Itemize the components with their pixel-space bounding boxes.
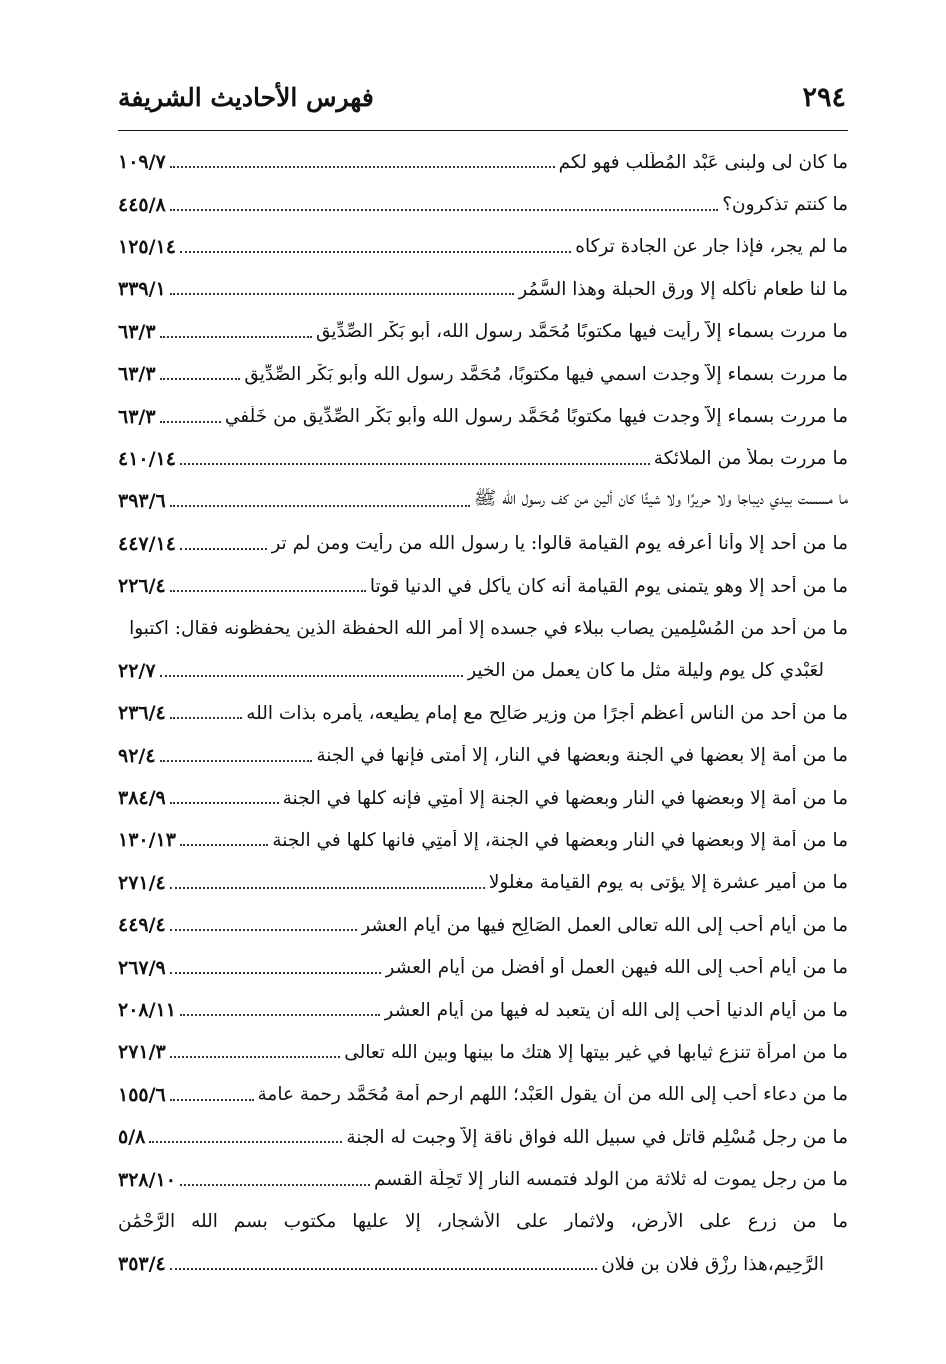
dot-leader bbox=[170, 887, 485, 889]
dot-leader bbox=[180, 844, 268, 846]
index-entry bbox=[118, 438, 848, 480]
dot-leader bbox=[170, 209, 718, 211]
dot-leader bbox=[160, 760, 313, 762]
entry-text: ما لم يجر، فإذا جار عن الجادة تركاه bbox=[575, 236, 848, 258]
dot-leader bbox=[170, 929, 357, 931]
entry-text: ما من رجل يموت له ثلاثة من الولد فتمسه النار إلا تَحِلَّة القسم bbox=[373, 1169, 848, 1191]
entry-reference: ٢٢/٧ bbox=[118, 659, 156, 682]
entry-reference: ٢٠٨/١١ bbox=[118, 999, 176, 1021]
dot-leader bbox=[160, 421, 221, 423]
index-entry bbox=[118, 946, 848, 988]
index-entry bbox=[118, 692, 848, 734]
dot-leader bbox=[170, 717, 242, 719]
entry-text: ما من زرع على الأرض، ولاثمار على الأشجار، إلا عليها مكتوب بسم الله الرَّحْمَٰن bbox=[118, 1211, 848, 1233]
index-entry bbox=[118, 565, 848, 607]
entry-text: ما من امرأة تنزع ثيابها في غير بيتها إلا هتك ما بينها وبين الله تعالى bbox=[344, 1041, 848, 1063]
dot-leader bbox=[160, 336, 312, 338]
entry-reference: ٢٦٧/٩ bbox=[118, 956, 166, 979]
dot-leader bbox=[180, 463, 650, 465]
index-entry bbox=[118, 734, 848, 776]
entry-reference: ٤٤٥/٨ bbox=[118, 193, 166, 216]
dot-leader bbox=[170, 505, 470, 507]
dot-leader bbox=[170, 166, 555, 168]
entry-text: الرَّحِيم،هذا رِزْق فلان بن فلان bbox=[601, 1253, 824, 1275]
entry-text: ما مسست بيدي ديباجا ولا حريرًا ولا شيئًا كان ألين من كف رسول الله ﷺ bbox=[473, 488, 848, 510]
dot-leader bbox=[170, 293, 514, 295]
index-entry bbox=[118, 226, 848, 268]
page-number: ٢٩٤ bbox=[802, 81, 846, 113]
index-entry bbox=[118, 141, 848, 183]
entry-reference: ١٥٥/٦ bbox=[118, 1083, 166, 1106]
entry-text: ما مررت بسماء إلاّ وجدت اسمي فيها مكتوبًا، مُحَمَّد رسول الله وأبو بَكْر الصِّدِّيق bbox=[244, 363, 848, 385]
entry-text: ما من رجل مُسْلِم قاتل في سبيل الله فواق ناقة إلاّ وجبت له الجنة bbox=[346, 1126, 848, 1148]
index-entry bbox=[118, 777, 848, 819]
page-header bbox=[118, 70, 846, 124]
entry-text: ما كنتم تذكرون؟ bbox=[722, 194, 848, 216]
entry-reference: ٣٨٤/٩ bbox=[118, 787, 166, 810]
entry-reference: ٢٧١/٣ bbox=[118, 1041, 166, 1064]
entry-text: ما مررت بملأ من الملائكة bbox=[653, 448, 848, 470]
dot-leader bbox=[170, 802, 279, 804]
dot-leader bbox=[160, 675, 464, 677]
index-entry bbox=[118, 607, 848, 649]
index-entry bbox=[118, 819, 848, 861]
entry-reference: ٥/٨ bbox=[118, 1126, 146, 1149]
entry-text: ما من أمير عشرة إلا يؤتى به يوم القيامة مغلولا bbox=[488, 872, 848, 894]
dot-leader bbox=[170, 1268, 597, 1270]
entry-text: ما من أحد من المُسْلِمين يصاب ببلاء في جسده إلا أمر الله الحفظة الذين يحفظونه فقال: اكتبوا bbox=[129, 617, 848, 639]
dot-leader bbox=[180, 1184, 370, 1186]
index-entry bbox=[118, 523, 848, 565]
entry-reference: ١٠٩/٧ bbox=[118, 151, 166, 174]
entry-reference: ٣٣٩/١ bbox=[118, 278, 166, 301]
entry-text: ما كان لى ولبنى عَبْد المُطَّلب فهو لكم bbox=[558, 151, 848, 173]
entry-reference: ٤٤٩/٤ bbox=[118, 914, 166, 937]
entry-text: لعَبْدي كل يوم وليلة مثل ما كان يعمل من الخير bbox=[467, 660, 824, 682]
entry-reference: ٦٣/٣ bbox=[118, 320, 156, 343]
dot-leader bbox=[180, 251, 571, 253]
index-entry bbox=[118, 311, 848, 353]
entry-text: ما من أمة إلا بعضها في الجنة وبعضها في النار، إلا أمتى فإنها في الجنة bbox=[316, 745, 848, 767]
dot-leader bbox=[160, 378, 241, 380]
entry-text: ما من أمة إلا وبعضها في النار وبعضها في الجنة إلا أمتِي فإنه كلها في الجنة bbox=[282, 787, 848, 809]
entry-reference: ٣٥٣/٤ bbox=[118, 1253, 166, 1276]
entry-text: ما من أيام الدنيا أحب إلى الله أن يتعبد له فيها من أيام العشر bbox=[384, 999, 848, 1021]
index-entry bbox=[118, 353, 848, 395]
dot-leader bbox=[180, 548, 267, 550]
dot-leader bbox=[170, 1056, 340, 1058]
dot-leader bbox=[149, 1141, 342, 1143]
hadith-index-list bbox=[118, 141, 848, 1286]
entry-text: ما لنا طعام نأكله إلا ورق الحبلة وهذا السَّمُر bbox=[518, 278, 848, 300]
entry-reference: ١٣٠/١٣ bbox=[118, 829, 176, 852]
index-entry bbox=[118, 904, 848, 946]
entry-text: ما مررت بسماء إلاّ وجدت فيها مكتوبًا مُحَمَّد رسول الله وأبو بَكْر الصِّدِّيق من خَلْفي bbox=[224, 406, 848, 428]
entry-reference: ١٢٥/١٤ bbox=[118, 235, 176, 258]
index-entry bbox=[118, 268, 848, 310]
index-entry bbox=[118, 480, 848, 522]
entry-text: ما من أحد من الناس أعظم أجرًا من وزير صَالِح مع إمام يطيعه، يأمره بذات الله bbox=[246, 702, 848, 724]
header-rule bbox=[118, 130, 848, 131]
page-title: فهرس الأحاديث الشريفة bbox=[118, 82, 374, 112]
dot-leader bbox=[170, 972, 382, 974]
index-entry bbox=[118, 989, 848, 1031]
index-entry bbox=[118, 1158, 848, 1200]
entry-reference: ٦٣/٣ bbox=[118, 405, 156, 428]
entry-text: ما من أحد إلا وهو يتمنى يوم القيامة أنه كان يأكل في الدنيا قوتا bbox=[369, 575, 848, 597]
dot-leader bbox=[180, 1014, 380, 1016]
entry-reference: ٣٩٣/٦ bbox=[118, 490, 166, 513]
index-entry bbox=[118, 1031, 848, 1073]
dot-leader bbox=[170, 590, 366, 592]
index-entry bbox=[118, 183, 848, 225]
entry-text: ما مررت بسماء إلاّ رأيت فيها مكتوبًا مُحَمَّد رسول الله، أبو بَكْر الصِّدِّيق bbox=[316, 321, 848, 343]
dot-leader bbox=[170, 1099, 254, 1101]
entry-reference: ٦٣/٣ bbox=[118, 363, 156, 386]
entry-reference: ٤٤٧/١٤ bbox=[118, 532, 176, 555]
entry-text: ما من أمة إلا وبعضها في النار وبعضها في الجنة، إلا أمتِي فانها كلها في الجنة bbox=[272, 829, 848, 851]
entry-reference: ٢٢٦/٤ bbox=[118, 575, 166, 598]
index-entry bbox=[118, 1243, 848, 1285]
entry-text: ما من أحد إلا وأنا أعرفه يوم القيامة قالوا: يا رسول الله من رأيت ومن لم تر bbox=[271, 533, 848, 555]
entry-reference: ٣٢٨/١٠ bbox=[118, 1168, 176, 1191]
entry-reference: ٤١٠/١٤ bbox=[118, 447, 176, 470]
index-entry bbox=[118, 395, 848, 437]
entry-text: ما من دعاء أحب إلى الله من أن يقول العَبْد؛ اللهم ارحم أمة مُحَمَّد رحمة عامة bbox=[257, 1084, 848, 1106]
entry-text: ما من أيام أحب إلى الله تعالى العمل الصَالِح فيها من أيام العشر bbox=[361, 914, 848, 936]
index-entry bbox=[118, 1116, 848, 1158]
index-entry bbox=[118, 650, 848, 692]
entry-reference: ٢٧١/٤ bbox=[118, 871, 166, 894]
entry-text: ما من أيام أحب إلى الله فيهن العمل أو أفضل من أيام العشر bbox=[385, 957, 848, 979]
index-entry bbox=[118, 1074, 848, 1116]
index-entry bbox=[118, 862, 848, 904]
entry-reference: ٢٣٦/٤ bbox=[118, 702, 166, 725]
entry-reference: ٩٢/٤ bbox=[118, 744, 156, 767]
index-entry bbox=[118, 1201, 848, 1243]
